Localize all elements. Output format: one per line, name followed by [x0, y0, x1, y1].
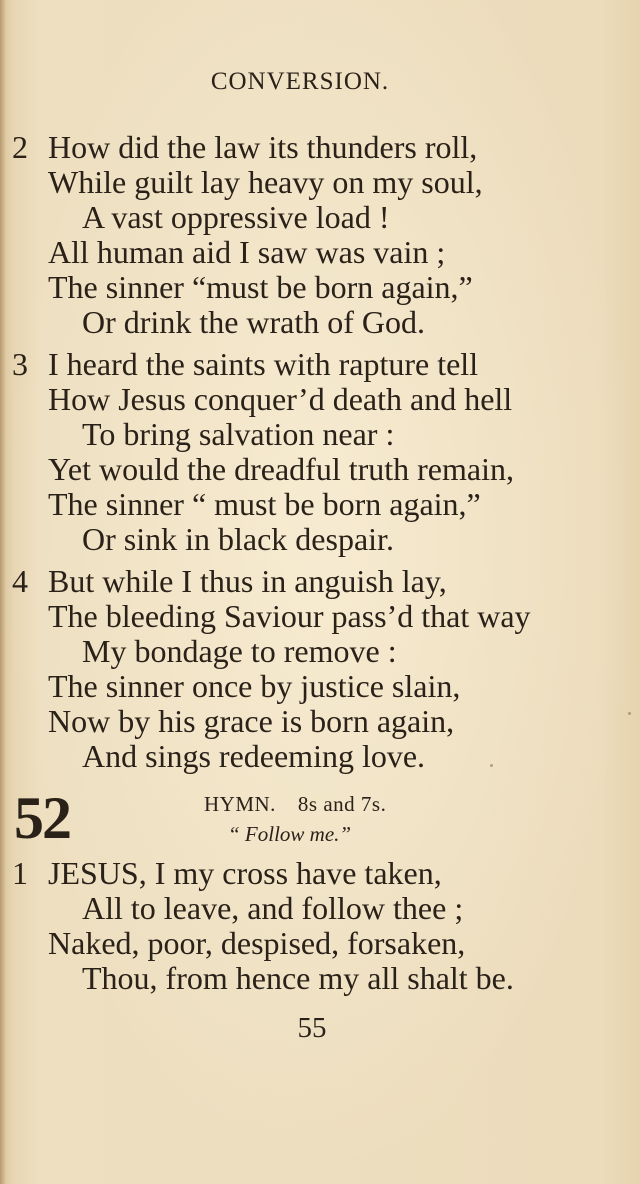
verse-line: A vast oppressive load !	[82, 199, 390, 235]
hymn-label: HYMN.	[204, 792, 276, 816]
verse-line: All to leave, and follow thee ;	[82, 890, 464, 926]
running-head: CONVERSION.	[210, 68, 390, 95]
verse-line: To bring salvation near :	[82, 416, 395, 452]
verse-line: Now by his grace is born again,	[48, 703, 455, 739]
verse-line: JESUS, I my cross have taken,	[48, 855, 442, 891]
page-number: 55	[297, 1012, 327, 1044]
verse-line: I heard the saints with rapture tell	[48, 346, 479, 382]
verse-line: Yet would the dreadful truth remain,	[48, 451, 514, 487]
verse-line: And sings redeeming love.	[82, 738, 426, 774]
stanza-number: 2	[12, 129, 28, 165]
verse-line: Or sink in black despair.	[82, 521, 394, 557]
verse-line: My bondage to remove :	[82, 633, 397, 669]
verse-line: But while I thus in anguish lay,	[48, 563, 447, 599]
hymn-number: 52	[14, 785, 70, 851]
verse-line: All human aid I saw was vain ;	[48, 234, 446, 270]
hymn-heading	[204, 792, 386, 817]
verse-line: The sinner once by justice slain,	[48, 668, 461, 704]
verse-line: Or drink the wrath of God.	[82, 304, 426, 340]
page-gutter-edge	[0, 0, 6, 1184]
verse-line: How Jesus conquer’d death and hell	[48, 381, 513, 417]
verse-line: Thou, from hence my all shalt be.	[82, 960, 514, 996]
hymn-meter: 8s and 7s.	[297, 792, 387, 816]
stanza-number: 1	[12, 855, 28, 891]
paper-speck	[490, 764, 493, 767]
verse-line: The sinner “must be born again,”	[48, 269, 473, 305]
hymn-subtitle: “ Follow me.”	[228, 822, 352, 846]
verse-line: The sinner “ must be born again,”	[48, 486, 481, 522]
paper-speck	[628, 712, 631, 715]
stanza-number: 3	[12, 346, 28, 382]
verse-line: How did the law its thunders roll,	[48, 129, 478, 165]
verse-line: The bleeding Saviour pass’d that way	[48, 598, 531, 634]
stanza-number: 4	[12, 563, 28, 599]
verse-line: Naked, poor, despised, forsaken,	[48, 925, 466, 961]
verse-line: While guilt lay heavy on my soul,	[48, 164, 483, 200]
